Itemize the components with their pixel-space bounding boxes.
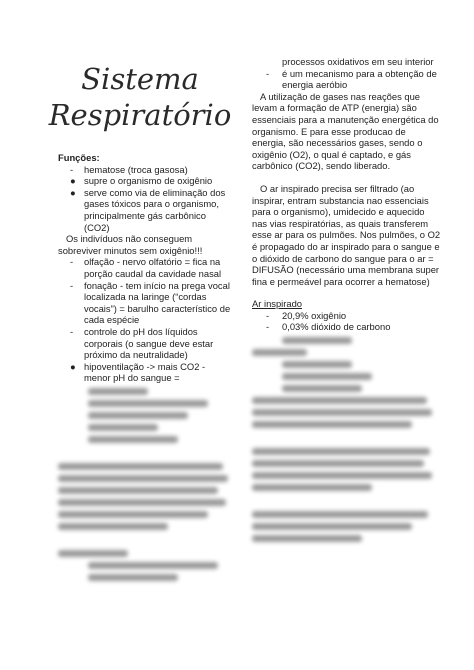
list-item-text: controle do pH dos líquidos corporais (o sangue deve estar próximo da neutralidade) [84,325,214,361]
list-item-text: hipoventilação -> mais CO2 - menor pH do sangue = [84,360,206,384]
bullet-icon: ● [70,175,76,187]
page-title-line-1: Sistema [81,62,199,96]
right-top-list [252,56,442,91]
dash-marker: - [70,279,74,291]
list-item-text: processos oxidativos em seu interior [282,56,434,67]
list-item [252,310,442,322]
list-item [58,326,234,361]
dash-marker: - [70,256,74,268]
functions-list [58,164,234,234]
functions-list-continued [58,256,234,384]
list-item [252,321,442,333]
list-item-text: 20,9% oxigênio [282,309,347,321]
list-item-text: é um mecanismo para a obtenção de energia aeróbio [282,67,437,91]
list-item [252,68,442,91]
list-item-text: olfação - nervo olfatório = fica na porção caudal da cavidade nasal [84,256,222,279]
right-column [252,56,442,547]
right-paragraph-1: A utilização de gases nas reações que levam a formação de ATP (energia) são essenciais para a manutenção energética do organismo. E para esse producao de energia, são necessários gases, sendo o oxigênio (O2), o qual é captado, e gás carbônico (CO2), sendo liberado. [252,90,439,172]
blurred-preview-area [58,388,234,581]
list-item-text: 0,03% dióxido de carbono [282,321,391,333]
dash-marker: - [266,309,270,321]
right-paragraph-2: O ar inspirado precisa ser filtrado (ao inspirar, entram substancia nao essenciais para o organismo), umidecido e aquecido nas vias respiratórias, as quais transferem esse ar para os pulmões. Nos pulmões, o O2 é propagado do ar inspirado para o sangue e o dióxido de carbono do sangue para o ar = DIFUSÃO (necessário uma membrana super fina e permeável para ocorrer a hematose) [252,182,441,287]
list-item [58,256,234,279]
page-title-line-2: Respiratório [48,98,232,132]
list-item-text: fonação - tem início na prega vocal localizada na laringe (“cordas vocais”) = barulho característico de cada espécie [84,279,231,326]
bullet-icon: ● [70,186,76,198]
dash-marker: - [70,325,74,337]
dash-marker: - [266,67,270,79]
bullet-icon: ● [70,360,76,372]
air-composition-list [252,310,442,333]
blurred-preview-area-right [252,337,442,542]
left-paragraph-1: Os indivíduos não conseguem sobreviver minutos sem oxigênio!!! [58,233,203,256]
functions-heading: Funções: [58,152,100,163]
list-item [58,280,234,326]
list-item [58,187,234,233]
list-item [252,56,442,68]
dash-marker: - [266,321,270,333]
air-inspired-heading: Ar inspirado [252,298,303,310]
list-item [58,175,234,187]
left-column [58,152,234,586]
dash-marker: - [70,163,74,175]
list-item-text: supre o organismo de oxigênio [84,175,213,187]
list-item [58,361,234,384]
list-item-text: hematose (troca gasosa) [84,163,188,175]
list-item [58,164,234,176]
list-item-text: serve como via de eliminação dos gases tóxicos para o organismo, principalmente gás carbônico (CO2) [84,186,226,233]
